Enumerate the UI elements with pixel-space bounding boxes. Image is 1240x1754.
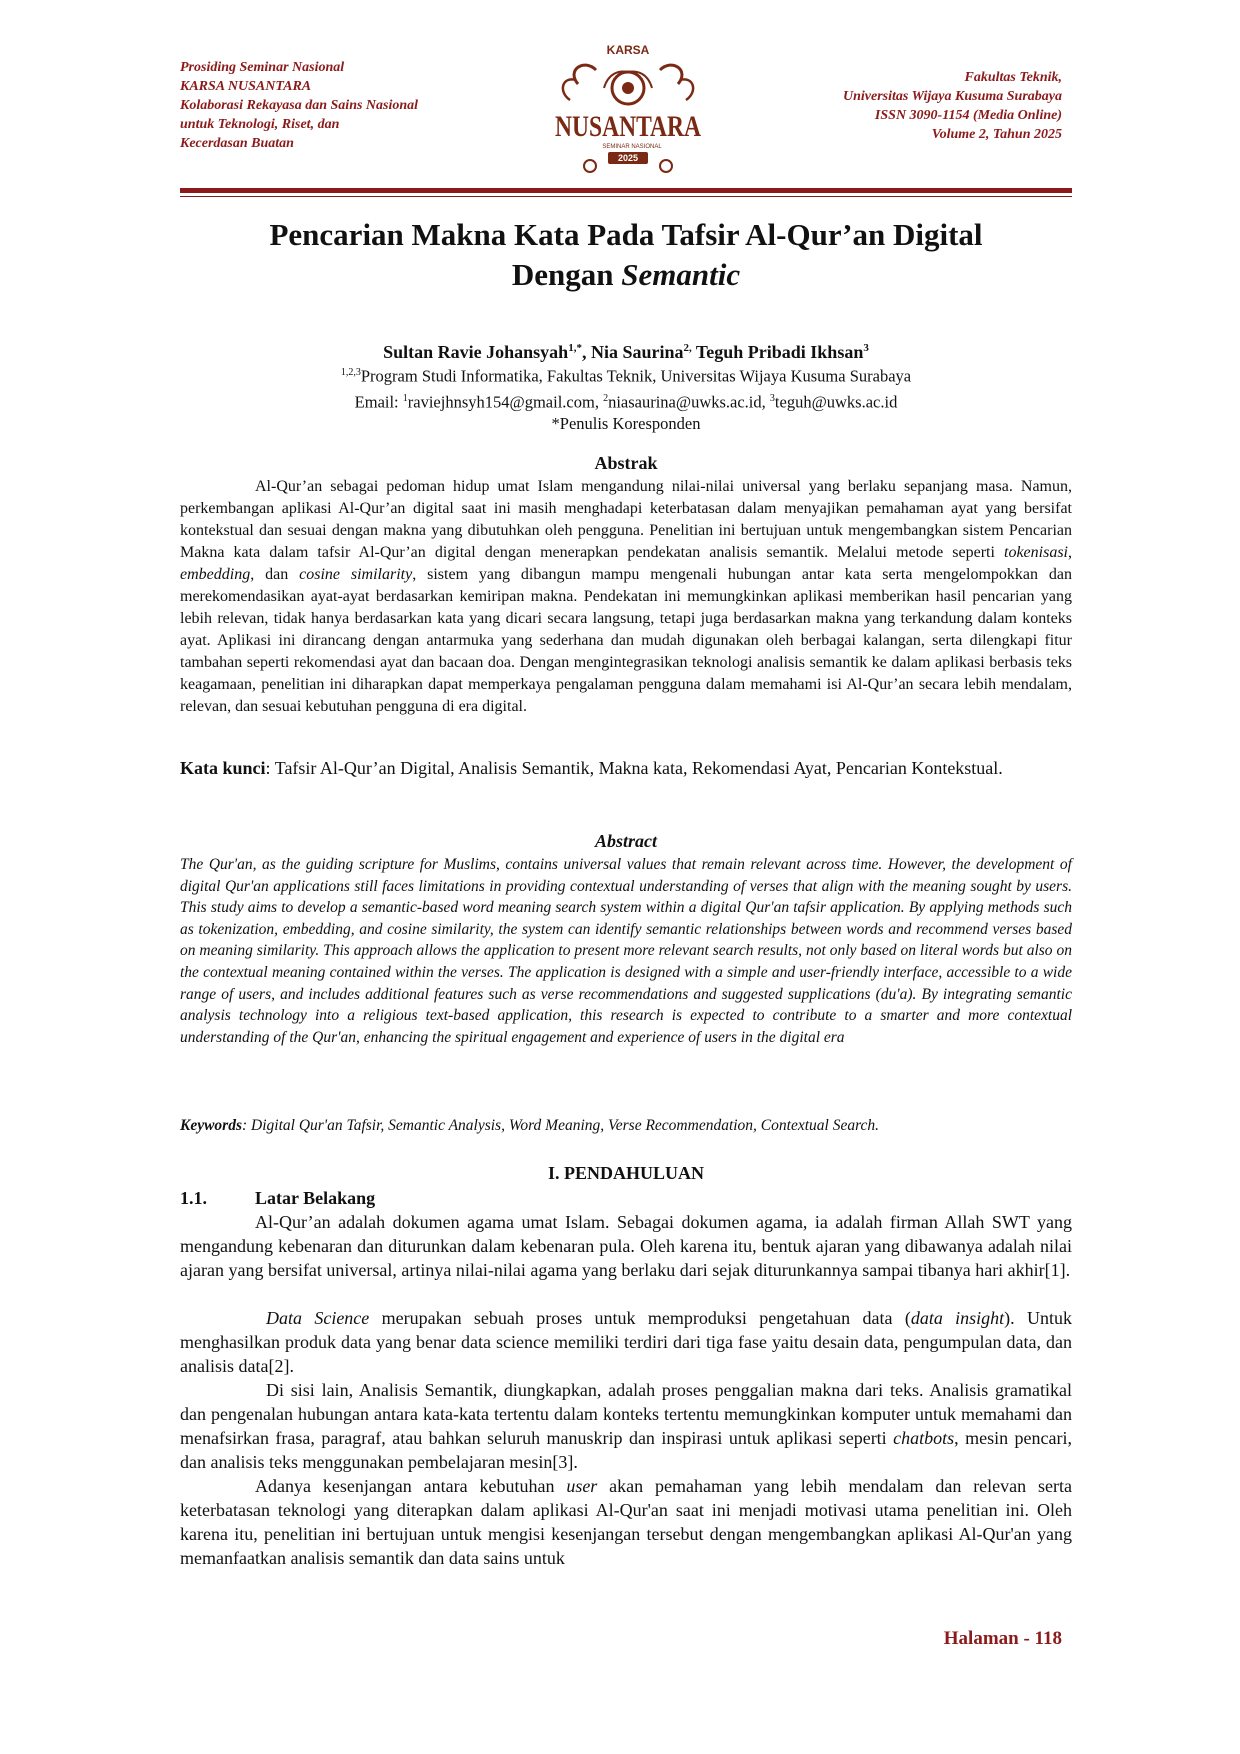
email-sup: 2 xyxy=(603,392,609,404)
logo-sub-text: SEMINAR NASIONAL xyxy=(602,144,662,150)
email-sup: 1 xyxy=(402,392,408,404)
abstrak-term: tokenisasi xyxy=(1004,544,1068,561)
email-label: Email: xyxy=(354,392,403,411)
email-link[interactable]: raviejhnsyh154@gmail.com, xyxy=(407,392,604,411)
abstrak-text: , sistem yang dibangun mampu mengenali hubungan antar kata serta mengelompokkan dan merekomendasikan ayat-ayat berdasarkan kemiripan makna. Pendekatan ini memungkinkan aplikasi memberikan hasil pencarian yang lebih relevan, tidak hanya berdasarkan kata yang dicari secara langsung, tetapi juga berdasarkan makna yang terkandung dalam konteks ayat. Aplikasi ini dirancang dengan antarmuka yang sederhana dan mudah digunakan oleh berbagai kalangan, serta dilengkapi fitur tambahan seperti rekomendasi ayat dan bacaan doa. Dengan mengintegrasikan teknologi analisis semantik ke dalam aplikasi berbasis teks keagamaan, penelitian ini diharapkan dapat memperkaya pengalaman pengguna dalam memahami isi Al-Qur’an secara lebih mendalam, relevan, dan sesuai kebutuhan pengguna di era digital. xyxy=(180,566,1072,715)
body-term: Data Science xyxy=(266,1308,370,1328)
title-line-2-italic: Semantic xyxy=(621,257,741,292)
karsa-nusantara-logo xyxy=(548,40,708,180)
page-number: Halaman - 118 xyxy=(943,1628,1062,1649)
header-left-line: Kolaborasi Rekayasa dan Sains Nasional xyxy=(180,98,419,113)
abstrak-term: cosine similarity xyxy=(299,566,413,583)
abstract-heading: Abstract xyxy=(594,831,657,851)
header-left-line: Prosiding Seminar Nasional xyxy=(180,60,345,75)
body-text: ). Untuk menghasilkan produk data yang benar data science memiliki terdiri dari tiga fase yaitu desain data, pengumpulan data, dan analisis data[2]. xyxy=(180,1308,1072,1376)
affiliation-sup: 1,2,3 xyxy=(340,367,361,378)
affiliation-line xyxy=(180,362,1072,388)
kata-kunci xyxy=(180,756,1072,780)
header-left-block xyxy=(180,58,500,153)
abstract-body: The Qur'an, as the guiding scripture for Muslims, contains universal values that remain relevant across time. However, the development of digital Qur'an applications still faces limitations in providing contextual understanding of verses that align with the meaning sought by users. This study aims to develop a semantic-based word meaning search system within a digital Qur'an tafsir application. By applying methods such as tokenization, embedding, and cosine similarity, the system can identify semantic relationships between words and recommend verses based on meaning similarity. This approach allows the application to present more relevant search results, not only based on literal words but also on the contextual meaning contained within the verses. The application is designed with a simple and user-friendly interface, accessible to a wide range of users, and includes additional features such as verse recommendations and suggested supplications (du'a). By integrating semantic analysis technology into a religious text-based application, this research is expected to contribute to a smarter and more contextual understanding of the Qur'an, enhancing the spiritual engagement and experience of users in the digital era xyxy=(180,856,1072,1046)
author-name: Sultan Ravie Johansyah xyxy=(383,342,569,362)
body-term: chatbots xyxy=(893,1428,955,1448)
kata-kunci-text: : Tafsir Al-Qur’an Digital, Analisis Semantik, Makna kata, Rekomendasi Ayat, Pencarian Kontekstual. xyxy=(265,758,1003,778)
header-divider-thin xyxy=(180,196,1072,197)
header-left-line: untuk Teknologi, Riset, dan xyxy=(180,117,340,132)
email-link[interactable]: teguh@uwks.ac.id xyxy=(774,392,898,411)
body-text: akan pemahaman yang lebih mendalam dan relevan serta keterbatasan teknologi yang diterapkan dalam aplikasi Al-Qur'an saat ini menjadi motivasi utama penelitian ini. Oleh karena itu, penelitian ini bertujuan untuk mengisi kesenjangan tersebut dengan mengembangkan aplikasi Al-Qur'an yang memanfaatkan analisis semantik dan data sains untuk xyxy=(180,1476,1072,1568)
header-right-line: Volume 2, Tahun 2025 xyxy=(931,127,1062,142)
paper-title xyxy=(180,215,1072,295)
title-line-1: Pencarian Makna Kata Pada Tafsir Al-Qur’an Digital xyxy=(269,217,983,252)
email-sup: 3 xyxy=(769,392,775,404)
title-line-2-plain: Dengan xyxy=(511,257,622,292)
body-paragraph: Al-Qur’an adalah dokumen agama umat Islam. Sebagai dokumen agama, ia adalah firman Allah SWT yang mengandung kebenaran dan diturunkan dalam kebenaran pula. Oleh karena itu, bentuk ajaran yang dibawanya adalah nilai ajaran yang bersifat universal, artinya nilai-nilai agama yang berlaku dari sejak diturunkannya sampai tibanya hari akhir[1]. xyxy=(180,1212,1072,1280)
section-heading: I. PENDAHULUAN xyxy=(547,1163,704,1183)
abstrak-text: , xyxy=(1068,544,1072,561)
subsection-title: Latar Belakang xyxy=(255,1188,376,1208)
author-sup: 1,* xyxy=(568,342,582,354)
email-link[interactable]: niasaurina@uwks.ac.id, xyxy=(608,392,770,411)
header-divider-thick xyxy=(180,188,1072,193)
title-line-2 xyxy=(180,255,1072,295)
header-right-block xyxy=(762,68,1062,144)
subsection-number: 1.1. xyxy=(180,1188,207,1208)
email-line xyxy=(180,388,1072,414)
affiliation-block xyxy=(180,362,1072,435)
logo-year: 2025 xyxy=(617,153,639,163)
body-paragraph xyxy=(180,1378,1072,1474)
author-name: Nia Saurina xyxy=(590,342,684,362)
body-paragraph xyxy=(180,1306,1072,1378)
author-sup: 2, xyxy=(683,342,692,354)
body-text: Di sisi lain, Analisis Semantik, diungkapkan, adalah proses penggalian makna dari teks. Analisis gramatikal dan pengenalan hubungan antara kata-kata tertentu dalam konteks tertentu memungkinkan komputer untuk memahami dan menafsirkan frasa, paragraf, atau bahkan seluruh manuskrip dan inspirasi untuk aplikasi seperti xyxy=(180,1380,1072,1448)
author-sup: 3 xyxy=(863,342,869,354)
affiliation-text: Program Studi Informatika, Fakultas Teknik, Universitas Wijaya Kusuma Surabaya xyxy=(360,366,912,386)
keywords-label: Keywords xyxy=(180,1117,242,1134)
body-term: data insight xyxy=(910,1308,1005,1328)
abstrak-text: , dan xyxy=(250,566,300,583)
body-paragraph xyxy=(180,1474,1072,1570)
keywords xyxy=(180,1115,1072,1137)
body-text: merupakan sebuah proses untuk memproduksi pengetahuan data ( xyxy=(369,1308,911,1328)
keywords-text: : Digital Qur'an Tafsir, Semantic Analysis, Word Meaning, Verse Recommendation, Contextual Search. xyxy=(242,1117,880,1134)
author-name: Teguh Pribadi Ikhsan xyxy=(695,342,864,362)
abstrak-text: Al-Qur’an sebagai pedoman hidup umat Islam mengandung nilai-nilai universal yang berlaku sepanjang masa. Namun, perkembangan aplikasi Al-Qur’an digital saat ini masih menghadapi keterbatasan dalam menyajikan pemahaman ayat yang bersifat kontekstual dan sesuai dengan makna yang dibutuhkan oleh pengguna. Penelitian ini bertujuan untuk mengembangkan sistem Pencarian Makna kata dalam tafsir Al-Qur’an digital dengan menerapkan pendekatan analisis semantik. Melalui metode seperti xyxy=(180,478,1072,561)
header-left-line: KARSA NUSANTARA xyxy=(180,79,312,94)
header-left-line: Kecerdasan Buatan xyxy=(180,136,294,151)
author-list: Sultan Ravie Johansyah$^{1,*}$, Nia Saurina$^{2,}$ Teguh Pribadi Ikhsan$^3$ xyxy=(383,342,869,362)
logo-top-text: KARSA xyxy=(606,43,650,57)
header-right-line: Fakultas Teknik, xyxy=(964,70,1062,85)
abstrak-heading: Abstrak xyxy=(594,453,658,473)
body-text: , mesin pencari, dan analisis teks menggunakan pembelajaran mesin[3]. xyxy=(180,1428,1072,1472)
body-term: user xyxy=(566,1476,598,1496)
header-right-line: Universitas Wijaya Kusuma Surabaya xyxy=(843,89,1062,104)
kata-kunci-label: Kata kunci xyxy=(180,758,266,778)
header-right-line: ISSN 3090-1154 (Media Online) xyxy=(874,108,1062,123)
abstrak-body xyxy=(180,476,1072,718)
body-text: Adanya kesenjangan antara kebutuhan xyxy=(255,1476,567,1496)
corresponding-note: *Penulis Koresponden xyxy=(551,414,701,433)
logo-main-text: NUSANTARA xyxy=(555,110,702,143)
subsection-heading xyxy=(180,1186,375,1210)
abstrak-term: embedding xyxy=(180,566,251,583)
